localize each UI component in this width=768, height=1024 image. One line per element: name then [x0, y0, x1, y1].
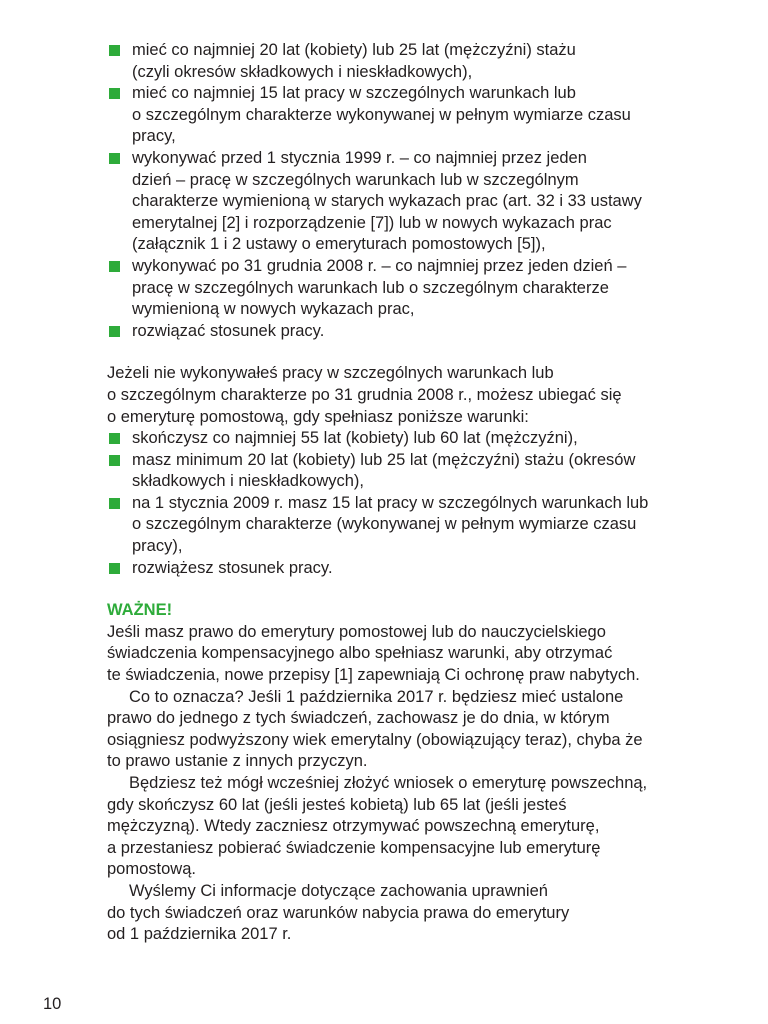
paragraph-line: te świadczenia, nowe przepisy [1] zapewniają Ci ochronę praw nabytych.: [107, 666, 640, 685]
conditions-list-2: [107, 428, 687, 579]
paragraph-line: gdy skończysz 60 lat (jeśli jesteś kobietą) lub 65 lat (jeśli jesteś: [107, 795, 567, 814]
list-item-line: o szczególnym charakterze (wykonywanej w pełnym wymiarze czasu: [132, 515, 637, 534]
square-bullet-icon: [109, 498, 120, 509]
paragraph-line: o szczególnym charakterze po 31 grudnia 2008 r., możesz ubiegać się: [107, 385, 622, 404]
paragraph-line: o emeryturę pomostową, gdy spełniasz poniższe warunki:: [107, 407, 529, 426]
square-bullet-icon: [109, 261, 120, 272]
paragraph-line: to prawo ustanie z innych przyczyn.: [107, 752, 368, 771]
paragraph-line: Będziesz też mógł wcześniej złożyć wniosek o emeryturę powszechną,: [129, 774, 648, 792]
page-body: [107, 40, 687, 946]
important-paragraph-2: [107, 687, 687, 773]
list-item-line: charakterze wymienioną w starych wykazach prac (art. 32 i 33 ustawy: [132, 192, 642, 211]
list-item: [107, 558, 687, 580]
square-bullet-icon: [109, 88, 120, 99]
list-item: [107, 40, 687, 83]
list-item-line: wykonywać po 31 grudnia 2008 r. – co najmniej przez jeden dzień –: [132, 256, 627, 275]
list-item-line: o szczególnym charakterze wykonywanej w pełnym wymiarze czasu: [132, 105, 631, 124]
paragraph-line: Jeżeli nie wykonywałeś pracy w szczególnych warunkach lub: [107, 364, 554, 383]
list-item: [107, 148, 687, 256]
square-bullet-icon: [109, 433, 120, 444]
paragraph-line: od 1 października 2017 r.: [107, 925, 292, 944]
conditions-list-1: [107, 40, 687, 342]
intro-paragraph-2: [107, 363, 687, 428]
list-item-line: składkowych i nieskładkowych),: [132, 472, 365, 491]
list-item: [107, 256, 687, 321]
square-bullet-icon: [109, 326, 120, 337]
paragraph-line: Wyślemy Ci informacje dotyczące zachowania uprawnień: [129, 881, 548, 900]
paragraph-line: prawo do jednego z tych świadczeń, zachowasz je do dnia, w którym: [107, 709, 610, 728]
list-item-line: pracę w szczególnych warunkach lub o szczególnym charakterze: [132, 278, 609, 297]
list-item-line: mieć co najmniej 15 lat pracy w szczególnych warunkach lub: [132, 84, 576, 103]
list-item-line: wykonywać przed 1 stycznia 1999 r. – co najmniej przez jeden: [132, 148, 587, 167]
square-bullet-icon: [109, 153, 120, 164]
square-bullet-icon: [109, 45, 120, 56]
list-item: [107, 83, 687, 148]
list-item-line: pracy),: [132, 537, 183, 556]
list-item-line: (załącznik 1 i 2 ustawy o emeryturach pomostowych [5]),: [132, 235, 546, 254]
paragraph-line: osiągniesz podwyższony wiek emerytalny (obowiązujący teraz), chyba że: [107, 730, 643, 749]
list-item-line: wymienioną w nowych wykazach prac,: [132, 300, 415, 319]
list-item: [107, 428, 687, 450]
list-item-line: dzień – pracę w szczególnych warunkach lub w szczególnym: [132, 170, 579, 189]
square-bullet-icon: [109, 563, 120, 574]
important-paragraph-1: [107, 622, 687, 687]
list-item-line: (czyli okresów składkowych i nieskładkowych),: [132, 62, 473, 81]
paragraph-line: Jeśli masz prawo do emerytury pomostowej lub do nauczycielskiego: [107, 622, 606, 641]
important-heading: WAŻNE!: [107, 601, 173, 620]
list-item-line: na 1 stycznia 2009 r. masz 15 lat pracy w szczególnych warunkach lub: [132, 493, 649, 512]
paragraph-line: świadczenia kompensacyjnego albo spełniasz warunki, aby otrzymać: [107, 644, 613, 663]
list-item-line: emerytalnej [2] i rozporządzenie [7]) lub w nowych wykazach prac: [132, 213, 612, 232]
page-number: 10: [43, 995, 62, 1013]
list-item-line: rozwiążesz stosunek pracy.: [132, 558, 333, 577]
paragraph-line: mężczyzną). Wtedy zaczniesz otrzymywać powszechną emeryturę,: [107, 817, 600, 836]
list-item: [107, 450, 687, 493]
list-item-line: mieć co najmniej 20 lat (kobiety) lub 25 lat (mężczyźni) stażu: [132, 41, 576, 59]
important-paragraph-3: [107, 773, 687, 881]
list-item-line: pracy,: [132, 127, 176, 146]
square-bullet-icon: [109, 455, 120, 466]
paragraph-line: do tych świadczeń oraz warunków nabycia prawa do emerytury: [107, 903, 570, 922]
list-item: [107, 493, 687, 558]
paragraph-line: Co to oznacza? Jeśli 1 października 2017 r. będziesz mieć ustalone: [129, 687, 624, 706]
list-item: [107, 321, 687, 343]
list-item-line: skończysz co najmniej 55 lat (kobiety) lub 60 lat (mężczyźni),: [132, 429, 578, 448]
list-item-line: rozwiązać stosunek pracy.: [132, 321, 325, 340]
paragraph-line: a przestaniesz pobierać świadczenie kompensacyjne lub emeryturę: [107, 838, 601, 857]
paragraph-line: pomostową.: [107, 860, 196, 879]
important-paragraph-4: [107, 881, 687, 946]
list-item-line: masz minimum 20 lat (kobiety) lub 25 lat (mężczyźni) stażu (okresów: [132, 450, 636, 469]
